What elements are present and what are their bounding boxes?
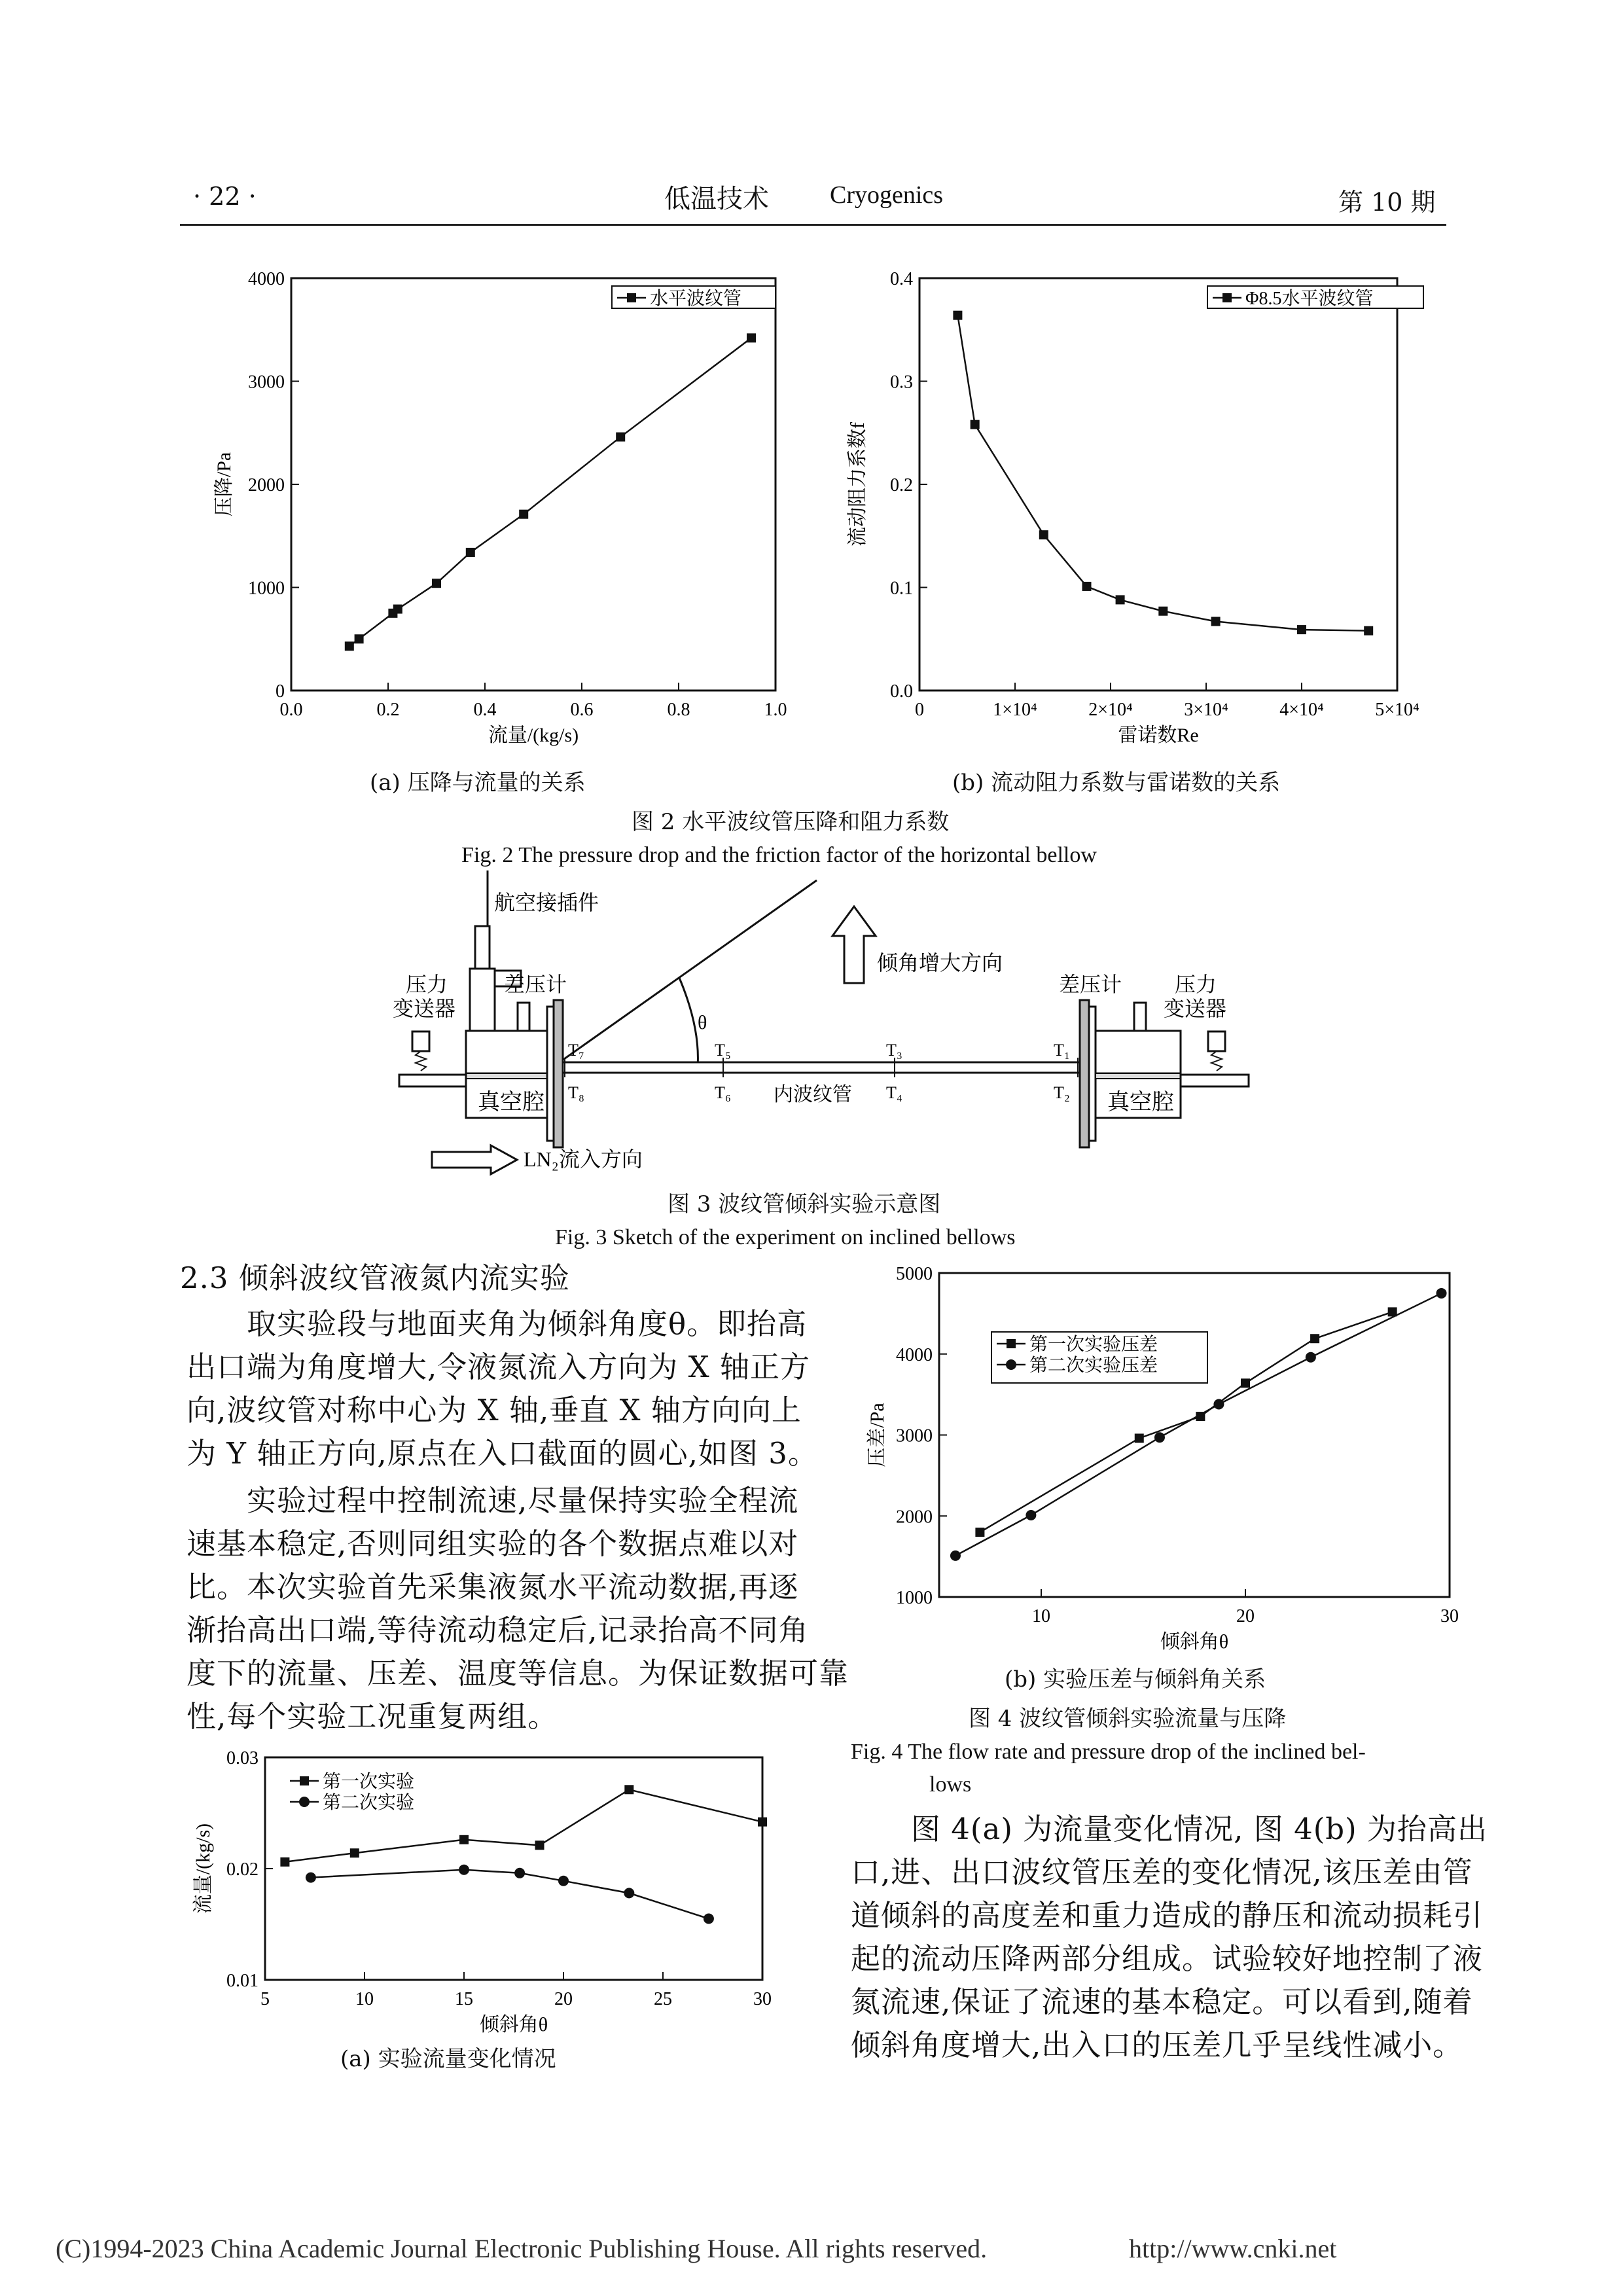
footer-copyright: (C)1994-2023 China Academic Journal Electronic Publishing House. All rights reserved. [56, 2234, 988, 2263]
data-point [1135, 1433, 1144, 1443]
y-tick-label: 0.0 [890, 681, 913, 702]
legend-label: Φ8.5水平波纹管 [1245, 289, 1374, 309]
paragraph-line: 图 4(a) 为流量变化情况, 图 4(b) 为抬高出 [911, 1812, 1488, 1846]
label-transducer-right-2: 变送器 [1164, 997, 1227, 1020]
y-tick-label: 0.2 [890, 475, 913, 495]
x-tick-label: 15 [455, 1989, 473, 2009]
y-tick-label: 3000 [248, 372, 285, 393]
data-point [280, 1857, 289, 1867]
x-tick-label: 25 [654, 1989, 672, 2009]
data-point [459, 1835, 469, 1844]
data-point [1306, 1352, 1316, 1363]
inner-bellow [563, 1062, 1080, 1073]
section-heading: 2.3 倾斜波纹管液氮内流实验 [180, 1261, 570, 1295]
right-flange-1 [1080, 1000, 1089, 1147]
data-point [306, 1873, 316, 1883]
label-transducer-right-1: 压力 [1175, 973, 1217, 996]
series-line [957, 315, 1368, 631]
label-T7: T₇ [568, 1041, 584, 1060]
legend-marker [1007, 1339, 1016, 1348]
label-T3: T₃ [886, 1041, 902, 1060]
data-point [747, 333, 756, 342]
paragraph-line: 性,每个实验工况重复两组。 [187, 1699, 558, 1734]
legend-label: 第二次实验 [323, 1793, 415, 1813]
data-point [758, 1818, 767, 1827]
data-point [345, 641, 354, 651]
legend-label: 第一次实验压差 [1029, 1335, 1158, 1355]
legend-marker [1222, 293, 1232, 302]
y-tick-label: 5000 [896, 1264, 933, 1284]
chart-fig2b [838, 262, 1466, 766]
paragraph-line: 度下的流量、压差、温度等信息。为保证数据可靠 [187, 1656, 849, 1691]
fig2-title-cn: 图 2 水平波纹管压降和阻力系数 [632, 809, 950, 835]
paragraph-3 [851, 1808, 1488, 2067]
y-tick-label: 0.3 [890, 372, 913, 393]
paragraph-line: 比。本次实验首先采集液氮水平流动数据,再逐 [187, 1570, 799, 1604]
y-axis-label: 压降/Pa [213, 452, 235, 517]
chart-fig4b [857, 1260, 1459, 1653]
y-tick-label: 0.1 [890, 578, 913, 599]
label-T5: T₅ [715, 1041, 731, 1060]
data-point [514, 1868, 525, 1878]
paragraph-line: 口,进、出口波纹管压差的变化情况,该压差由管 [851, 1855, 1473, 1890]
y-tick-label: 4000 [896, 1344, 933, 1365]
data-point [466, 548, 475, 557]
series-line [349, 338, 751, 646]
label-T1: T₁ [1054, 1041, 1070, 1060]
paragraph-line: 倾斜角度增大,出入口的压差几乎呈线性减小。 [851, 2028, 1463, 2062]
fig2b-caption: (b) 流动阻力系数与雷诺数的关系 [952, 770, 1281, 796]
data-point [616, 433, 625, 442]
x-tick-label: 30 [1440, 1606, 1459, 1626]
y-tick-label: 3000 [896, 1426, 933, 1446]
left-transducer [412, 1031, 429, 1051]
data-point [1241, 1378, 1250, 1388]
x-axis-label: 倾斜角θ [1160, 1631, 1229, 1653]
data-point [1116, 595, 1125, 604]
paragraph-2 [187, 1479, 849, 1738]
label-T4: T₄ [886, 1083, 902, 1102]
y-tick-label: 4000 [248, 269, 285, 289]
legend-label: 第二次实验压差 [1029, 1355, 1158, 1376]
data-point [1310, 1334, 1319, 1343]
label-flow-direction: LN₂流入方向 [524, 1147, 643, 1171]
paragraph-line: 速基本稳定,否则同组实验的各个数据点难以对 [187, 1526, 799, 1561]
legend-marker [300, 1776, 309, 1785]
label-dp-right: 差压计 [1059, 973, 1122, 996]
label-transducer-left-2: 变送器 [393, 997, 456, 1020]
fig2-title-en: Fig. 2 The pressure drop and the friction factor of the horizontal bellow [461, 843, 1097, 867]
x-tick-label: 5 [260, 1989, 270, 2009]
fig2a-caption: (a) 压降与流量的关系 [370, 770, 586, 796]
data-point [1213, 1399, 1224, 1409]
header-rule [180, 224, 1446, 226]
label-inner-bellow: 内波纹管 [774, 1084, 852, 1105]
data-point [1364, 626, 1373, 636]
label-transducer-left-1: 压力 [406, 973, 448, 996]
legend-marker [1006, 1359, 1016, 1370]
x-tick-label: 1.0 [764, 700, 787, 720]
fig4b-caption: (b) 实验压差与倾斜角关系 [1005, 1666, 1266, 1693]
x-tick-label: 10 [1032, 1606, 1050, 1626]
data-point [432, 579, 441, 588]
data-point [1211, 617, 1221, 626]
label-T6: T₆ [715, 1083, 731, 1102]
left-flange-2 [554, 1000, 563, 1147]
x-tick-label: 20 [554, 1989, 573, 2009]
fig4a-caption: (a) 实验流量变化情况 [340, 2046, 556, 2072]
footer-url[interactable]: http://www.cnki.net [1129, 2234, 1337, 2263]
x-tick-label: 4×10⁴ [1279, 700, 1324, 720]
x-tick-label: 10 [355, 1989, 374, 2009]
page-number: · 22 · [193, 182, 257, 211]
paragraph-line: 为 Y 轴正方向,原点在入口截面的圆心,如图 3。 [187, 1436, 818, 1471]
label-vacuum-left: 真空腔 [478, 1090, 544, 1115]
data-point [624, 1888, 634, 1898]
x-tick-label: 0.4 [473, 700, 497, 720]
legend-marker [299, 1797, 310, 1807]
data-point [1039, 530, 1048, 539]
y-axis-label: 流动阻力系数f [847, 422, 868, 547]
paragraph-line: 取实验段与地面夹角为倾斜角度θ。即抬高 [247, 1306, 808, 1341]
data-point [535, 1840, 544, 1850]
y-tick-label: 1000 [896, 1588, 933, 1608]
paragraph-line: 道倾斜的高度差和重力造成的静压和流动损耗引 [851, 1898, 1484, 1933]
data-point [1436, 1288, 1447, 1299]
chart-fig4a [183, 1728, 792, 2036]
data-point [1154, 1432, 1165, 1443]
fig4-title-en-2: lows [929, 1772, 972, 1797]
data-point [1158, 607, 1168, 616]
data-point [1082, 582, 1092, 591]
plot-frame [291, 278, 776, 691]
y-tick-label: 0.02 [226, 1859, 259, 1880]
data-point [459, 1865, 469, 1875]
y-tick-label: 0.03 [226, 1748, 259, 1768]
data-point [558, 1876, 569, 1886]
data-point [1026, 1510, 1036, 1520]
y-tick-label: 2000 [248, 475, 285, 495]
label-dp-left: 差压计 [504, 973, 567, 996]
journal-title-en: Cryogenics [830, 181, 944, 209]
y-tick-label: 2000 [896, 1507, 933, 1528]
x-tick-label: 0.2 [376, 700, 400, 720]
issue-number: 第 10 期 [1338, 188, 1436, 217]
data-point [350, 1848, 359, 1857]
x-tick-label: 30 [753, 1989, 772, 2009]
data-point [355, 634, 364, 643]
y-tick-label: 0.4 [890, 269, 913, 289]
paragraph-1 [187, 1302, 818, 1475]
x-tick-label: 0.6 [570, 700, 594, 720]
data-point [519, 510, 528, 519]
paragraph-line: 出口端为角度增大,令液氮流入方向为 X 轴正方 [187, 1350, 810, 1384]
data-point [704, 1914, 714, 1924]
y-axis-label: 压差/Pa [866, 1403, 888, 1467]
x-axis-label: 雷诺数Re [1118, 725, 1199, 746]
data-point [975, 1528, 984, 1537]
data-point [953, 311, 962, 320]
x-tick-label: 1×10⁴ [993, 700, 1037, 720]
series-line [311, 1870, 709, 1919]
x-tick-label: 2×10⁴ [1088, 700, 1133, 720]
x-tick-label: 0.8 [667, 700, 690, 720]
x-tick-label: 20 [1236, 1606, 1255, 1626]
fig4-title-cn: 图 4 波纹管倾斜实验流量与压降 [969, 1706, 1287, 1732]
x-tick-label: 5×10⁴ [1375, 700, 1419, 720]
plot-frame [919, 278, 1397, 691]
plot-frame [939, 1273, 1450, 1597]
y-axis-label: 流量/(kg/s) [192, 1823, 214, 1914]
paragraph-line: 起的流动压降两部分组成。试验较好地控制了液 [851, 1941, 1484, 1976]
y-tick-label: 1000 [248, 578, 285, 599]
legend-label: 第一次实验 [323, 1772, 415, 1792]
y-tick-label: 0.01 [226, 1971, 259, 1991]
label-T8: T₈ [568, 1083, 584, 1102]
y-tick-label: 0 [276, 681, 285, 702]
left-dp-meter [518, 1003, 529, 1031]
right-dp-meter [1134, 1003, 1146, 1031]
right-transducer [1208, 1031, 1225, 1051]
fig3-title-cn: 图 3 波纹管倾斜实验示意图 [668, 1191, 941, 1217]
paragraph-line: 氮流速,保证了流速的基本稳定。可以看到,随着 [851, 1984, 1473, 2019]
fig3-title-en: Fig. 3 Sketch of the experiment on inclined bellows [555, 1225, 1016, 1249]
x-tick-label: 0 [915, 700, 924, 720]
data-point [971, 420, 980, 429]
data-point [950, 1551, 961, 1561]
fig3-sketch [393, 870, 1257, 1185]
data-point [1297, 625, 1306, 634]
x-axis-label: 倾斜角θ [479, 2014, 548, 2036]
legend-marker [627, 293, 636, 302]
data-point [624, 1785, 633, 1794]
label-incline-direction: 倾角增大方向 [877, 951, 1003, 975]
label-T2: T₂ [1054, 1083, 1070, 1102]
label-vacuum-right: 真空腔 [1107, 1090, 1174, 1115]
x-axis-label: 流量/(kg/s) [488, 725, 579, 746]
label-connector: 航空接插件 [494, 891, 599, 914]
flow-arrow [432, 1145, 517, 1174]
theta-arc [679, 978, 698, 1067]
paragraph-line: 渐抬高出口端,等待流动稳定后,记录抬高不同角 [187, 1613, 809, 1647]
incline-arrow [832, 906, 876, 983]
x-tick-label: 3×10⁴ [1184, 700, 1228, 720]
paragraph-line: 向,波纹管对称中心为 X 轴,垂直 X 轴方向向上 [187, 1393, 802, 1427]
paragraph-line: 实验过程中控制流速,尽量保持实验全程流 [247, 1483, 799, 1518]
chart-fig2a [183, 262, 798, 766]
legend-label: 水平波纹管 [650, 289, 742, 309]
fig4-title-en-1: Fig. 4 The flow rate and pressure drop of the inclined bel- [851, 1740, 1366, 1764]
journal-title-cn: 低温技术 [664, 184, 769, 214]
label-theta: θ [698, 1012, 707, 1033]
data-point [393, 605, 402, 614]
x-tick-label: 0.0 [279, 700, 303, 720]
